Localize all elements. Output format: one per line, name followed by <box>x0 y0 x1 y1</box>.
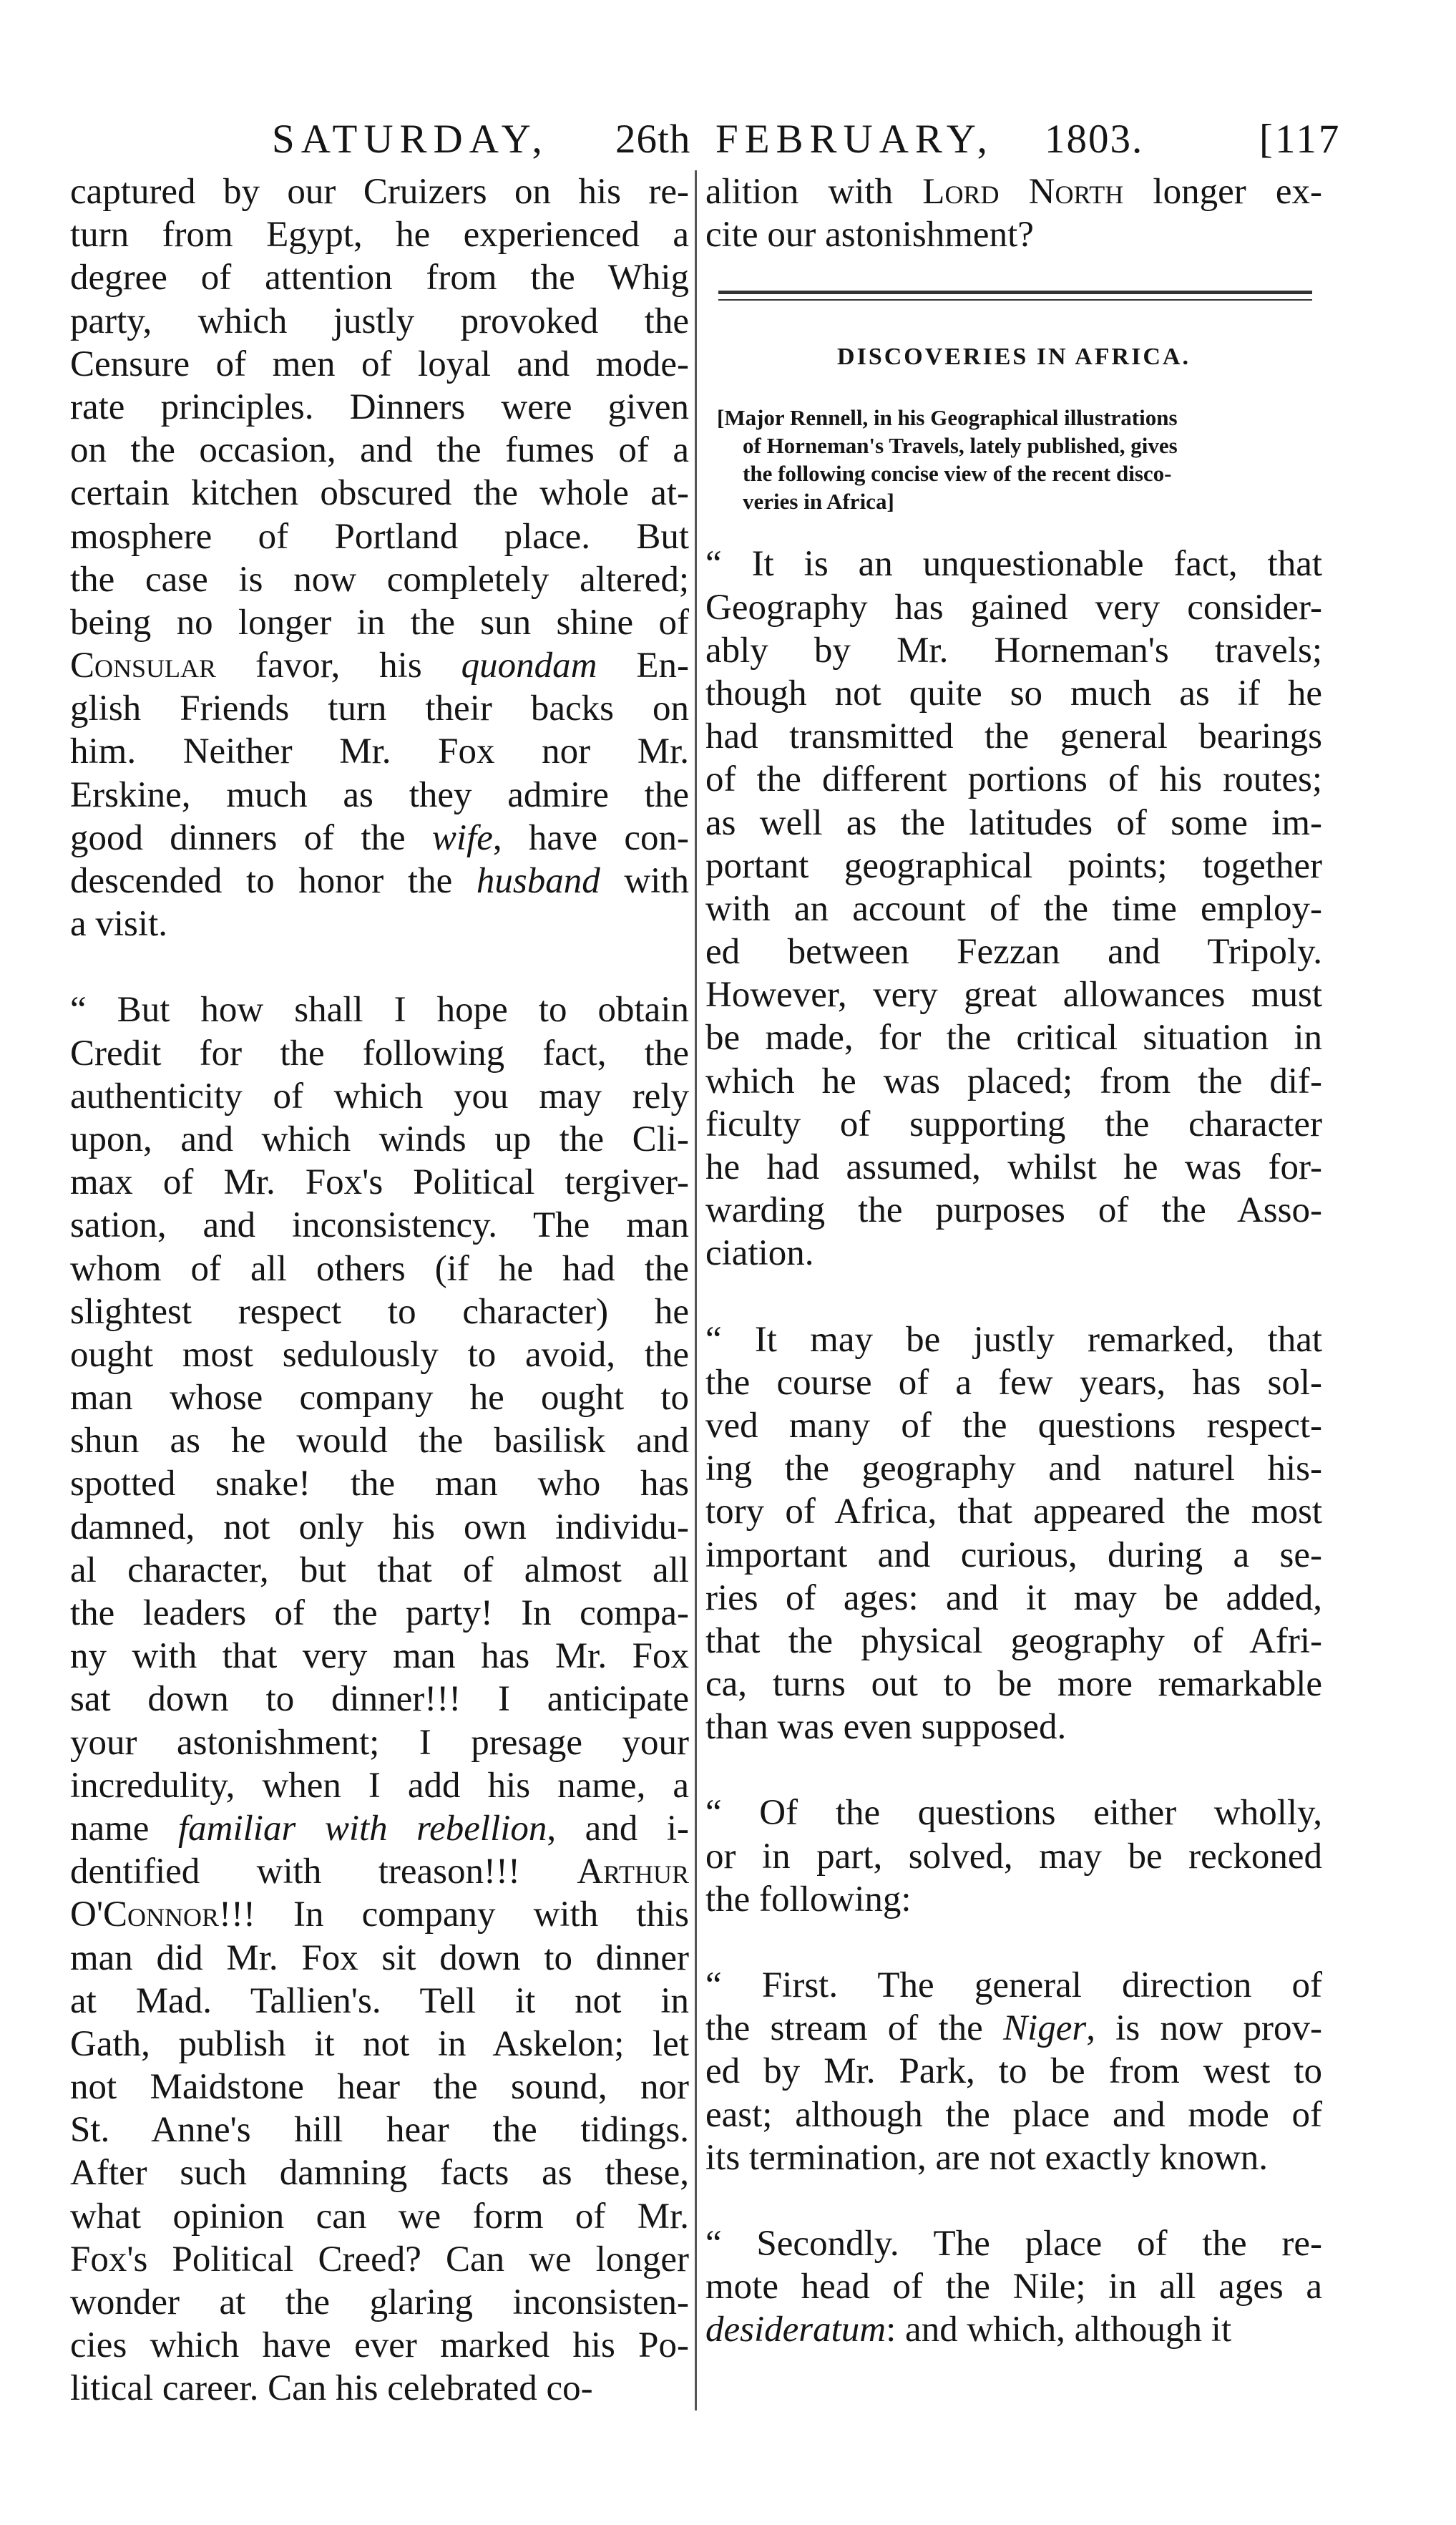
text-line: man whose company he ought to <box>70 1378 689 1419</box>
header-month: FEBRUARY, <box>715 117 994 162</box>
text-line: ny with that very man has Mr. Fox <box>70 1636 689 1677</box>
intro-line: the following concise view of the recent disco- <box>743 461 1172 487</box>
text-line: Censure of men of loyal and mode- <box>70 344 689 384</box>
text-line: sat down to dinner!!! I anticipate <box>70 1679 689 1720</box>
text-line: ably by Mr. Horneman's travels; <box>705 630 1322 671</box>
text-line: on the occasion, and the fumes of a <box>70 430 689 471</box>
text-line: as well as the latitudes of some im- <box>705 802 1322 843</box>
paragraph-gap <box>70 945 689 988</box>
text-line: whom of all others (if he had the <box>70 1248 689 1289</box>
left-paragraph-2 <box>70 988 689 2410</box>
text-line: rate principles. Dinners were given <box>70 386 689 427</box>
text-line: though not quite so much as if he <box>705 673 1322 714</box>
text-line: mosphere of Portland place. But <box>70 516 689 557</box>
section-divider <box>705 291 1322 301</box>
text-line: than was even supposed. <box>705 1707 1067 1748</box>
text-line: “ It is an unquestionable fact, that <box>705 544 1322 585</box>
text-line: man did Mr. Fox sit down to dinner <box>70 1937 689 1978</box>
text-line: what opinion can we form of Mr. <box>70 2196 689 2237</box>
text-line: portant geographical points; together <box>705 845 1322 886</box>
text-line <box>70 860 689 903</box>
right-paragraph-4 <box>705 1964 1322 2179</box>
header-date: 26th <box>615 117 691 162</box>
text-line: that the physical geography of Afri- <box>705 1620 1322 1661</box>
text-line: Credit for the following fact, the <box>70 1033 689 1074</box>
text-line: cite our astonishment? <box>705 215 1034 256</box>
text-line: “ But how shall I hope to obtain <box>70 990 689 1031</box>
text-line: the leaders of the party! In compa- <box>70 1593 689 1633</box>
text-line: party, which justly provoked the <box>70 301 689 341</box>
text-line <box>70 817 689 860</box>
text-line: Gath, publish it not in Askelon; let <box>70 2023 689 2064</box>
italic-phrase: wife <box>431 817 493 858</box>
text-line: damned, not only his own individu- <box>70 1507 689 1547</box>
text-line: or in part, solved, may be reckoned <box>705 1836 1322 1877</box>
paragraph-gap <box>705 2179 1322 2222</box>
right-paragraph-3 <box>705 1791 1322 1921</box>
text-line: shun as he would the basilisk and <box>70 1421 689 1461</box>
text-line: the course of a few years, has sol- <box>705 1362 1322 1403</box>
text-line: mote head of the Nile; in all ages a <box>705 2267 1322 2307</box>
text-line: sation, and inconsistency. The man <box>70 1205 689 1246</box>
text-line: St. Anne's hill hear the tidings. <box>70 2110 689 2151</box>
small-caps-name: Consular <box>70 646 217 686</box>
small-caps-name: Arthur <box>577 1852 689 1892</box>
text-line: tory of Africa, that appeared the most <box>705 1492 1322 1532</box>
text-line: ought most sedulously to avoid, the <box>70 1334 689 1375</box>
text-run: dentified with treason!!! <box>70 1852 577 1892</box>
text-line: of the different portions of his routes; <box>705 759 1322 800</box>
text-line <box>705 2007 1322 2050</box>
header-day: SATURDAY, <box>272 117 549 162</box>
text-line: After such damning facts as these, <box>70 2153 689 2194</box>
text-line: its termination, are not exactly known. <box>705 2137 1269 2178</box>
text-line <box>705 170 1322 213</box>
text-line: captured by our Cruizers on his re- <box>70 172 689 212</box>
left-paragraph-1 <box>70 170 689 945</box>
text-line <box>70 1850 689 1893</box>
italic-phrase: Niger <box>1003 2008 1087 2049</box>
text-line: be made, for the critical situation in <box>705 1018 1322 1059</box>
text-line: being no longer in the sun shine of <box>70 602 689 643</box>
text-line: ed by Mr. Park, to be from west to <box>705 2051 1322 2092</box>
text-line: “ Secondly. The place of the re- <box>705 2223 1322 2264</box>
text-line: the case is now completely altered; <box>70 559 689 600</box>
text-line: slightest respect to character) he <box>70 1291 689 1332</box>
text-line: ved many of the questions respect- <box>705 1405 1322 1446</box>
text-line: authenticity of which you may rely <box>70 1076 689 1116</box>
text-line: Geography has gained very consider- <box>705 587 1322 628</box>
divider-thin-line <box>718 299 1312 301</box>
text-line: degree of attention from the Whig <box>70 258 689 298</box>
text-line <box>70 644 689 687</box>
text-line: a visit. <box>70 904 167 945</box>
text-line: with an account of the time employ- <box>705 888 1322 929</box>
page-number: [117 <box>1259 117 1342 162</box>
right-paragraph-1 <box>705 543 1322 1275</box>
page-header <box>272 116 1388 173</box>
text-line: upon, and which winds up the Cli- <box>70 1119 689 1159</box>
text-line: turn from Egypt, he experienced a <box>70 215 689 256</box>
text-line: max of Mr. Fox's Political tergiver- <box>70 1162 689 1203</box>
text-run: name <box>70 1808 178 1849</box>
text-line: at Mad. Tallien's. Tell it not in <box>70 1980 689 2021</box>
text-line: incredulity, when I add his name, a <box>70 1765 689 1806</box>
text-line: “ First. The general direction of <box>705 1965 1322 2005</box>
text-line: not Maidstone hear the sound, nor <box>70 2067 689 2108</box>
left-column <box>70 170 689 2410</box>
text-line: important and curious, during a se- <box>705 1534 1322 1575</box>
divider-thick-line <box>718 291 1312 294</box>
text-run: , and i- <box>547 1808 689 1849</box>
text-line: “ Of the questions either wholly, <box>705 1793 1322 1834</box>
italic-phrase: familiar with rebellion <box>177 1808 547 1849</box>
text-line: wonder at the glaring inconsisten- <box>70 2282 689 2322</box>
paragraph-gap <box>705 1275 1322 1318</box>
text-line: which he was placed; from the dif- <box>705 1061 1322 1101</box>
text-run: , is now prov- <box>1086 2008 1322 2049</box>
text-line <box>70 1807 689 1850</box>
paragraph-gap <box>705 1748 1322 1791</box>
italic-phrase: quondam <box>461 646 597 686</box>
text-line: Erskine, much as they admire the <box>70 774 689 815</box>
text-run: with <box>600 861 689 901</box>
text-line: he had assumed, whilst he was for- <box>705 1147 1322 1187</box>
intro-line: veries in Africa] <box>743 489 894 515</box>
text-line: litical career. Can his celebrated co- <box>70 2368 593 2409</box>
text-line: cies which have ever marked his Po- <box>70 2325 689 2366</box>
text-run: longer ex- <box>1123 172 1322 212</box>
text-line: ciation. <box>705 1233 814 1274</box>
paragraph-gap <box>705 1921 1322 1964</box>
italic-phrase: desideratum <box>705 2310 886 2350</box>
right-paragraph-2 <box>705 1318 1322 1749</box>
text-line: al character, but that of almost all <box>70 1549 689 1590</box>
text-run: : and which, although it <box>886 2310 1232 2350</box>
text-run: descended to honor the <box>70 861 477 901</box>
small-caps-name: Lord North <box>922 172 1124 212</box>
text-line: the following: <box>705 1879 912 1920</box>
text-line: east; although the place and mode of <box>705 2094 1322 2135</box>
text-run: good dinners of the <box>70 817 432 858</box>
right-paragraph-5 <box>705 2222 1322 2352</box>
text-line: However, very great allowances must <box>705 975 1322 1016</box>
text-line: certain kitchen obscured the whole at- <box>70 473 689 514</box>
text-line: ed between Fezzan and Tripoly. <box>705 932 1322 973</box>
text-line: had transmitted the general bearings <box>705 716 1322 757</box>
text-line <box>70 1893 689 1936</box>
text-run: En- <box>597 646 689 686</box>
text-run: the stream of the <box>705 2008 1004 2049</box>
intro-line: [Major Rennell, in his Geographical illustrations <box>717 405 1178 431</box>
text-line: ries of ages: and it may be added, <box>705 1577 1322 1618</box>
text-line: Fox's Political Creed? Can we longer <box>70 2239 689 2280</box>
text-run: alition with <box>705 172 923 212</box>
text-run: , have con- <box>492 817 689 858</box>
text-line: ing the geography and naturel his- <box>705 1449 1322 1489</box>
right-column <box>705 170 1322 2352</box>
text-line <box>705 2308 1322 2351</box>
text-line: “ It may be justly remarked, that <box>705 1319 1322 1360</box>
text-line: warding the purposes of the Asso- <box>705 1190 1322 1231</box>
text-run: favor, his <box>216 646 461 686</box>
small-caps-name: O'Connor <box>70 1894 220 1935</box>
text-line: glish Friends turn their backs on <box>70 689 689 729</box>
text-run: !!! In company with this <box>219 1894 689 1935</box>
text-line: ficulty of supporting the character <box>705 1104 1322 1144</box>
text-line: spotted snake! the man who has <box>70 1464 689 1504</box>
italic-phrase: husband <box>476 861 600 901</box>
text-line: your astonishment; I presage your <box>70 1722 689 1763</box>
right-continuation <box>705 170 1322 256</box>
intro-line: of Horneman's Travels, lately published, gives <box>743 433 1178 459</box>
text-line: ca, turns out to be more remarkable <box>705 1664 1322 1705</box>
text-line: him. Neither Mr. Fox nor Mr. <box>70 731 689 772</box>
editorial-intro <box>705 404 1322 515</box>
header-year: 1803. <box>1045 117 1144 162</box>
section-title: DISCOVERIES IN AFRICA. <box>837 344 1191 371</box>
column-divider <box>695 170 697 2410</box>
